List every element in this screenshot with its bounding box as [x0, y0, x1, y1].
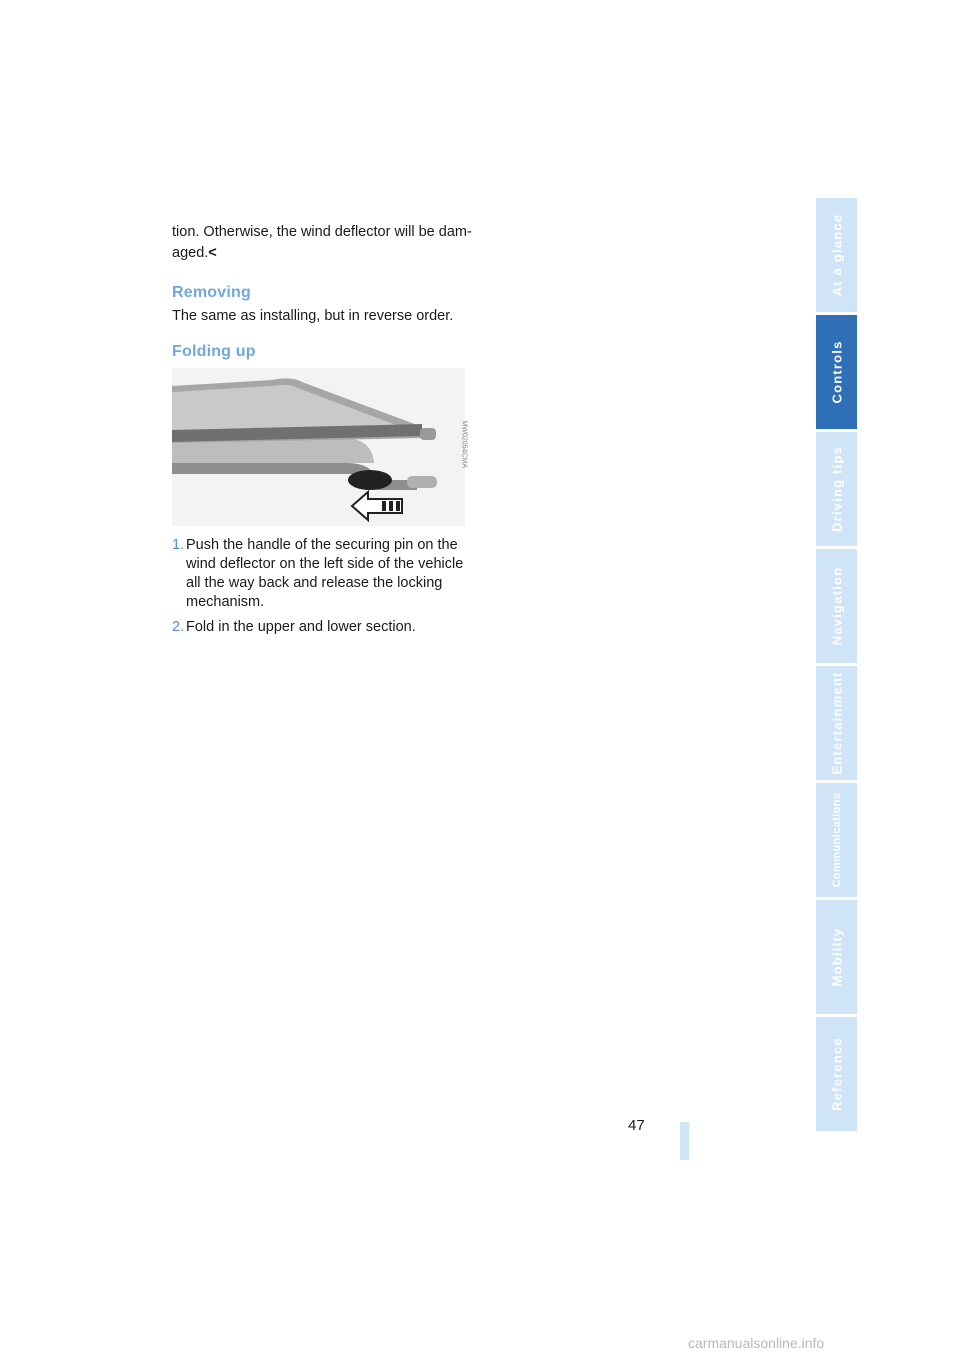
tab-mobility[interactable]: [816, 900, 857, 1017]
step-number: 1.: [172, 537, 185, 553]
tab-label: Communications: [830, 792, 843, 888]
tab-label: At a glance: [829, 213, 844, 297]
figure-code: MW02054CMA: [460, 420, 467, 468]
folding-up-heading: Folding up: [172, 343, 256, 360]
page-number: 47: [628, 1117, 645, 1134]
tab-label: Driving tips: [829, 446, 844, 532]
step-text: Push the handle of the securing pin on the wind deflector on the left side of the vehicle all the way back and release the locking mechanism.: [186, 537, 464, 610]
tab-label: Mobility: [829, 927, 844, 987]
tab-entertainment[interactable]: [816, 666, 857, 783]
continuation-paragraph: [172, 222, 472, 264]
wind-deflector-illustration: [172, 368, 465, 526]
page-number-bar: [680, 1122, 689, 1160]
step-text: Fold in the upper and lower section.: [186, 619, 416, 635]
removing-text: The same as installing, but in reverse order.: [172, 308, 454, 324]
tab-driving-tips[interactable]: [816, 432, 857, 549]
step-number: 2.: [172, 619, 185, 635]
tab-controls[interactable]: [816, 315, 857, 432]
tab-label: Reference: [829, 1037, 844, 1111]
tab-label: Entertainment: [829, 671, 844, 775]
continuation-text: tion. Otherwise, the wind deflector will be dam-aged.: [172, 224, 472, 261]
tab-navigation[interactable]: [816, 549, 857, 666]
tab-label: Navigation: [829, 566, 844, 646]
tab-at-a-glance[interactable]: [816, 198, 857, 315]
chapter-tabs: [816, 198, 857, 1134]
removing-heading: Removing: [172, 284, 251, 301]
steps-list: [172, 536, 472, 643]
watermark: carmanualsonline.info: [688, 1335, 825, 1351]
end-mark: <: [208, 245, 217, 261]
list-item: [172, 618, 472, 637]
list-item: [172, 536, 472, 612]
tab-communications[interactable]: [816, 783, 857, 900]
tab-label: Controls: [829, 340, 844, 404]
tab-reference[interactable]: [816, 1017, 857, 1134]
wind-deflector-drawing: [172, 368, 465, 526]
